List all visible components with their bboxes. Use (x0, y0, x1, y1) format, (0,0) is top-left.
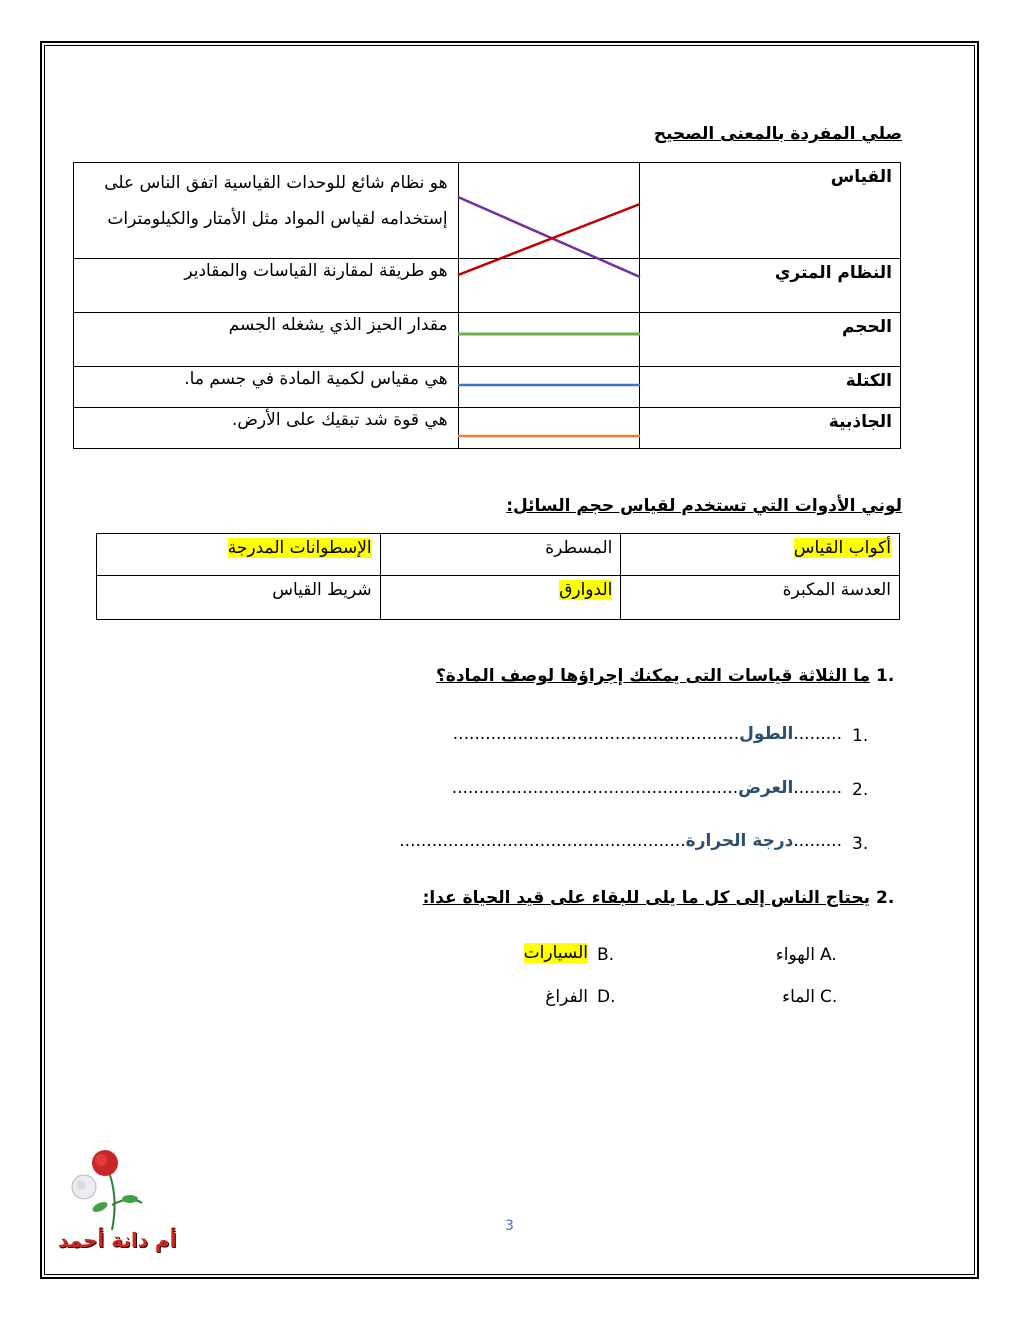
term-1: القياس (830, 167, 892, 187)
q2-option-d-letter: D. (597, 987, 616, 1007)
q2-number: 2. (876, 888, 895, 908)
page-number: 3 (505, 1218, 514, 1234)
q2-option-a[interactable]: الهواء (775, 945, 815, 965)
q1-answer-3-line: .........درجة الحرارة..................................................... (399, 831, 842, 851)
tools-table (96, 533, 900, 620)
q1-text: ما الثلاثة قياسات التى يمكنك إجراؤها لوصف المادة؟ (435, 666, 870, 686)
term-4: الكتلة (845, 371, 892, 391)
q1-number: 1. (876, 666, 895, 686)
rose-icon (60, 1145, 170, 1235)
q1-answer-1-number: 1. (852, 726, 869, 746)
q2-option-c-letter: C. (820, 987, 838, 1007)
q2-option-b[interactable]: السيارات (523, 943, 588, 963)
definition-5: هي قوة شد تبقيك على الأرض. (231, 410, 448, 430)
q1-answer-3-number: 3. (852, 834, 869, 854)
definition-3: مقدار الحيز الذي يشغله الجسم (228, 315, 448, 335)
tool-measuring-tape[interactable]: شريط القياس (272, 580, 372, 600)
q1-answer-2-number: 2. (852, 780, 869, 800)
tool-magnifying-glass[interactable]: العدسة المكبرة (782, 580, 891, 600)
tool-measuring-cups[interactable]: أكواب القياس (793, 538, 891, 558)
tool-ruler[interactable]: المسطرة (545, 538, 613, 558)
tool-flasks[interactable]: الدوارق (559, 580, 613, 600)
logo-text: أم دانة أحمد (58, 1228, 177, 1252)
q1-answer-1-line: .........الطول..................................................... (452, 724, 842, 744)
section2-heading: لوني الأدوات التي تستخدم لقياس حجم السائل: (506, 496, 902, 516)
q1-answer-2: العرض (738, 778, 794, 798)
q2-text: يحتاج الناس إلى كل ما يلى للبقاء على قيد الحياة عدا: (422, 888, 870, 908)
definition-4: هي مقياس لكمية المادة في جسم ما. (184, 369, 448, 389)
definition-2: هو طريقة لمقارنة القياسات والمقادير (184, 261, 448, 281)
tool-graduated-cylinders[interactable]: الإسطوانات المدرجة (227, 538, 372, 558)
q2-option-c[interactable]: الماء (782, 987, 815, 1007)
q2-option-a-letter: A. (820, 945, 837, 965)
section1-heading: صلي المفردة بالمعنى الصحيح (653, 124, 902, 144)
term-2: النظام المتري (774, 263, 892, 283)
q2-option-d[interactable]: الفراغ (545, 987, 588, 1007)
definition-1: هو نظام شائع للوحدات القياسية اتفق الناس على إستخدامه لقياس المواد مثل الأمتار والكيلومترات (104, 173, 448, 229)
q1-answer-1: الطول (739, 724, 794, 744)
q2-option-b-letter: B. (597, 945, 615, 965)
term-5: الجاذبية (828, 412, 892, 432)
term-3: الحجم (841, 317, 892, 337)
q1-answer-3: درجة الحرارة (685, 831, 794, 851)
q1-answer-2-line: .........العرض..................................................... (451, 778, 842, 798)
